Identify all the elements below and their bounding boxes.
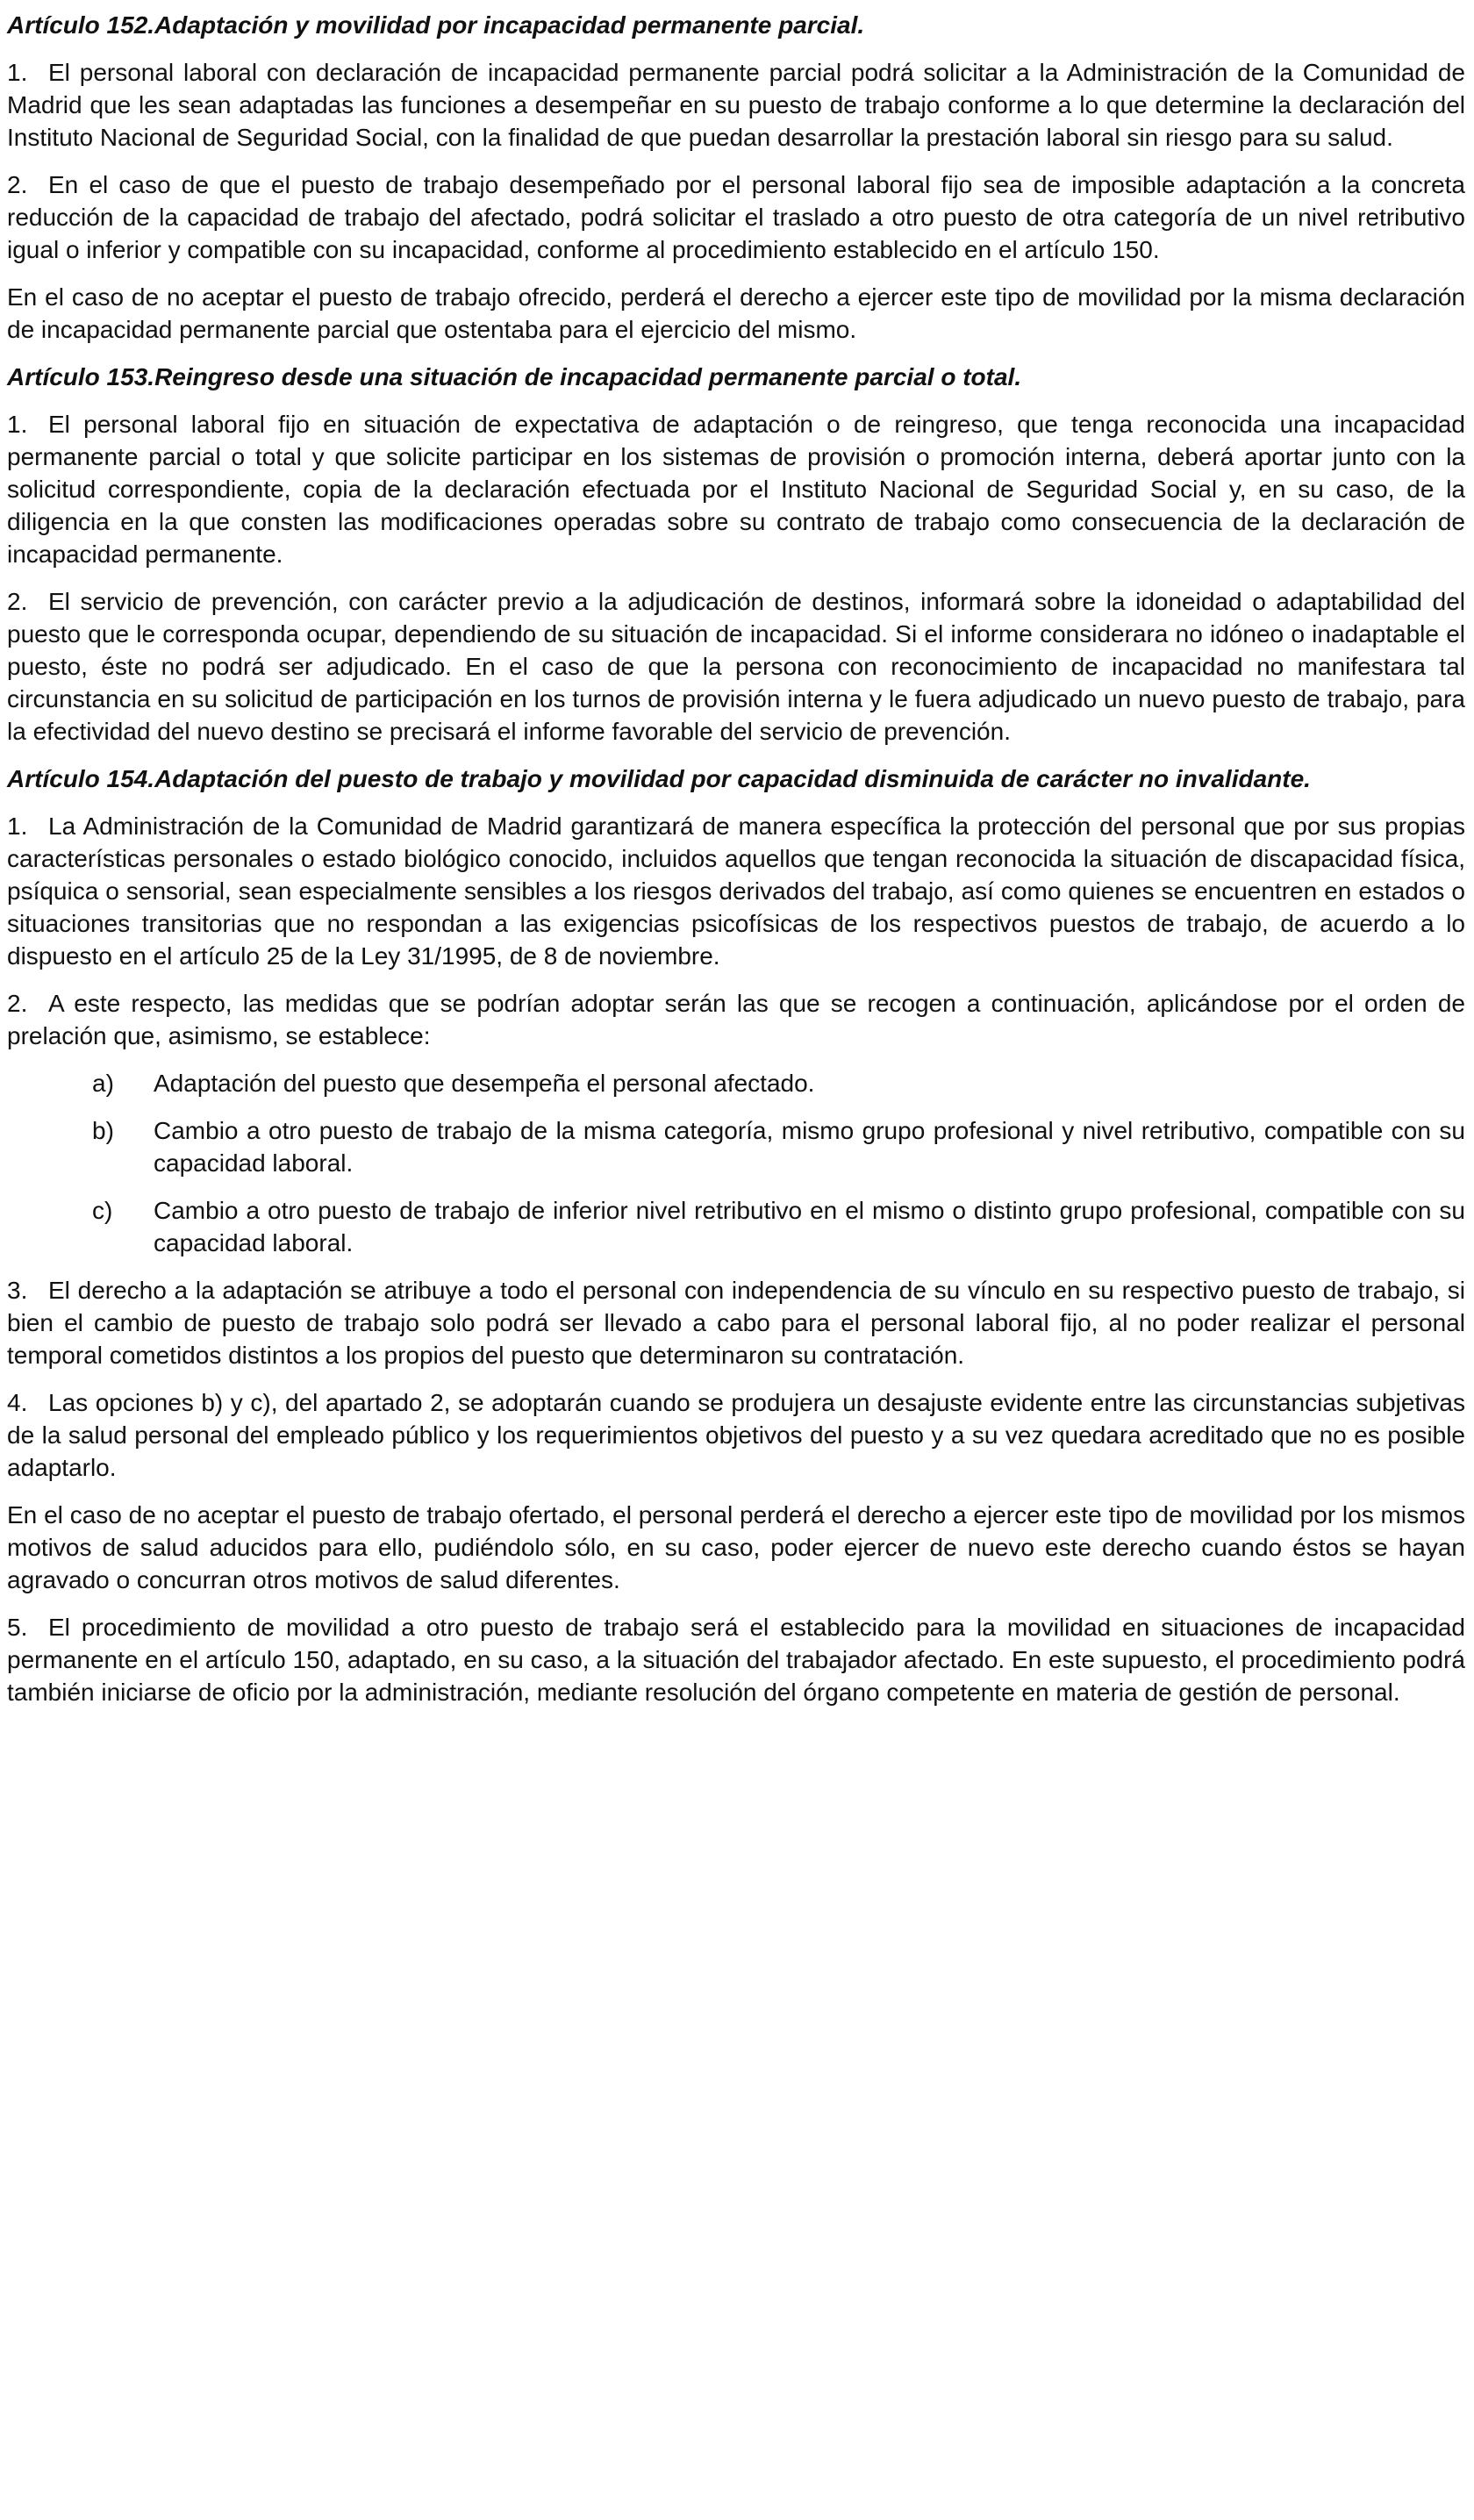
- paragraph-text: A este respecto, las medidas que se podrían adoptar serán las que se recogen a continuación, aplicándose por el orden de prelación que, asimismo, se establece:: [7, 990, 1465, 1049]
- article-152: [7, 9, 1465, 346]
- item-marker: b): [92, 1117, 114, 1144]
- paragraph: [7, 56, 1465, 154]
- list-item: [92, 1194, 1465, 1259]
- paragraph: [7, 1274, 1465, 1371]
- article-heading: [7, 361, 1465, 393]
- paragraph-text: En el caso de no aceptar el puesto de trabajo ofertado, el personal perderá el derecho a ejercer este tipo de movilidad por los mismos motivos de salud aducidos para ello, pudiéndolo sólo, en su caso, poder ejercer de nuevo este derecho cuando éstos se hayan agravado o concurran otros motivos de salud diferentes.: [7, 1501, 1465, 1593]
- item-marker: a): [92, 1070, 114, 1097]
- paragraph-marker: 1.: [7, 59, 28, 86]
- paragraph: [7, 987, 1465, 1052]
- article-heading: [7, 9, 1465, 41]
- paragraph: [7, 1611, 1465, 1708]
- article-heading: [7, 762, 1465, 795]
- list-item: [92, 1067, 1465, 1099]
- paragraph: [7, 810, 1465, 972]
- item-marker: c): [92, 1197, 113, 1224]
- paragraph-text: En el caso de que el puesto de trabajo desempeñado por el personal laboral fijo sea de imposible adaptación a la concreta reducción de la capacidad de trabajo del afectado, podrá solicitar el traslado a otro puesto de otra categoría de un nivel retributivo igual o inferior y compatible con su incapacidad, conforme al procedimiento establecido en el artículo 150.: [7, 171, 1465, 263]
- paragraph-text: Las opciones b) y c), del apartado 2, se adoptarán cuando se produjera un desajuste evidente entre las circunstancias subjetivas de la salud personal del empleado público y los requerimientos objetivos del puesto y a su vez quedara acreditado que no es posible adaptarlo.: [7, 1389, 1465, 1481]
- article-number: Artículo 153.: [7, 363, 155, 390]
- paragraph: [7, 408, 1465, 570]
- article-title: Reingreso desde una situación de incapacidad permanente parcial o total.: [154, 363, 1022, 390]
- item-text: Adaptación del puesto que desempeña el personal afectado.: [154, 1070, 815, 1097]
- paragraph-text: El servicio de prevención, con carácter previo a la adjudicación de destinos, informará sobre la idoneidad o adaptabilidad del puesto que le corresponda ocupar, dependiendo de su situación de incapacidad. Si el informe considerara no idóneo o inadaptable el puesto, éste no podrá ser adjudicado. En el caso de que la persona con reconocimiento de incapacidad no manifestara tal circunstancia en su solicitud de participación en los turnos de provisión interna y le fuera adjudicado un nuevo puesto de trabajo, para la efectividad del nuevo destino se precisará el informe favorable del servicio de prevención.: [7, 588, 1465, 745]
- paragraph-text: El personal laboral con declaración de incapacidad permanente parcial podrá solicitar a la Administración de la Comunidad de Madrid que les sean adaptadas las funciones a desempeñar en su puesto de trabajo conforme a lo que determine la declaración del Instituto Nacional de Seguridad Social, con la finalidad de que puedan desarrollar la prestación laboral sin riesgo para su salud.: [7, 59, 1465, 151]
- article-154: [7, 762, 1465, 1708]
- item-text: Cambio a otro puesto de trabajo de la misma categoría, mismo grupo profesional y nivel retributivo, compatible con su capacidad laboral.: [154, 1117, 1465, 1177]
- article-number: Artículo 152.: [7, 11, 155, 39]
- paragraph-marker: 1.: [7, 411, 28, 438]
- paragraph: [7, 585, 1465, 748]
- paragraph-marker: 2.: [7, 588, 28, 615]
- paragraph-text: El derecho a la adaptación se atribuye a todo el personal con independencia de su vínculo en su respectivo puesto de trabajo, si bien el cambio de puesto de trabajo solo podrá ser llevado a cabo para el personal laboral fijo, al no poder realizar el personal temporal cometidos distintos a los propios del puesto que determinaron su contratación.: [7, 1277, 1465, 1369]
- paragraph-text: En el caso de no aceptar el puesto de trabajo ofrecido, perderá el derecho a ejercer este tipo de movilidad por la misma declaración de incapacidad permanente parcial que ostentaba para el ejercicio del mismo.: [7, 283, 1465, 343]
- paragraph-text: El procedimiento de movilidad a otro puesto de trabajo será el establecido para la movilidad en situaciones de incapacidad permanente en el artículo 150, adaptado, en su caso, a la situación del trabajador afectado. En este supuesto, el procedimiento podrá también iniciarse de oficio por la administración, mediante resolución del órgano competente en materia de gestión de personal.: [7, 1614, 1465, 1706]
- article-number: Artículo 154.: [7, 765, 155, 792]
- article-title: Adaptación y movilidad por incapacidad permanente parcial.: [154, 11, 865, 39]
- paragraph-marker: 5.: [7, 1614, 28, 1641]
- list-item: [92, 1114, 1465, 1179]
- item-text: Cambio a otro puesto de trabajo de inferior nivel retributivo en el mismo o distinto grupo profesional, compatible con su capacidad laboral.: [154, 1197, 1465, 1256]
- paragraph-text: El personal laboral fijo en situación de expectativa de adaptación o de reingreso, que tenga reconocida una incapacidad permanente parcial o total y que solicite participar en los sistemas de provisión o promoción interna, deberá aportar junto con la solicitud correspondiente, copia de la declaración efectuada por el Instituto Nacional de Seguridad Social y, en su caso, de la diligencia en la que consten las modificaciones operadas sobre su contrato de trabajo como consecuencia de la declaración de incapacidad permanente.: [7, 411, 1465, 568]
- paragraph-marker: 3.: [7, 1277, 28, 1304]
- paragraph-marker: 2.: [7, 171, 28, 198]
- paragraph-marker: 2.: [7, 990, 28, 1017]
- paragraph-text: La Administración de la Comunidad de Madrid garantizará de manera específica la protección del personal que por sus propias características personales o estado biológico conocido, incluidos aquellos que tengan reconocida la situación de discapacidad física, psíquica o sensorial, sean especialmente sensibles a los riesgos derivados del trabajo, así como quienes se encuentren en estados o situaciones transitorias que no respondan a las exigencias psicofísicas de los respectivos puestos de trabajo, de acuerdo a lo dispuesto en el artículo 25 de la Ley 31/1995, de 8 de noviembre.: [7, 813, 1465, 970]
- paragraph: [7, 168, 1465, 266]
- paragraph: [7, 1499, 1465, 1596]
- paragraph: [7, 281, 1465, 346]
- paragraph-marker: 1.: [7, 813, 28, 840]
- article-title: Adaptación del puesto de trabajo y movilidad por capacidad disminuida de carácter no invalidante.: [154, 765, 1311, 792]
- paragraph: [7, 1386, 1465, 1484]
- paragraph-marker: 4.: [7, 1389, 28, 1416]
- article-153: [7, 361, 1465, 748]
